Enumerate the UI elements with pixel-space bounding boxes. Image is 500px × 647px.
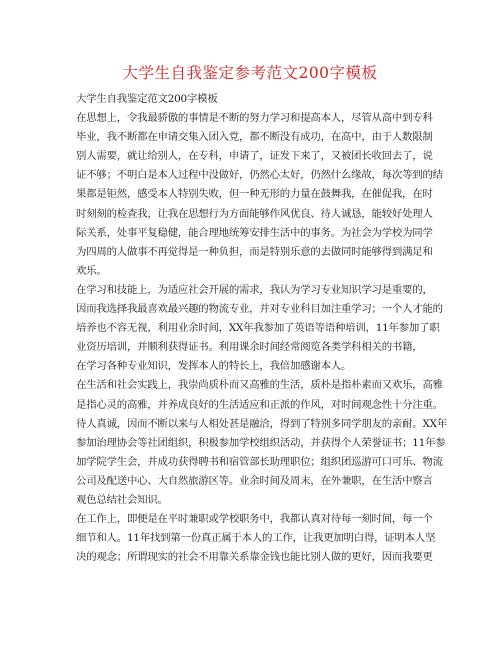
text-line: 时刻刻的检查我，让我在思想行为方面能够作风优良、待人诚恳，能较好处理人 [76,207,433,220]
text-line: 公司及配送中心、大自然旅游区等。业余时间及周末，在外兼职，在生活中察言 [76,474,433,487]
text-line: 毕业，我不断都在申请交集入团入党，都不断没有成功，在高中，由于人数限制 [76,131,433,144]
text-line: 因而我选择我最喜欢最兴趣的物流专业，并对专业科目加注重学习；一个人才能的 [76,303,443,316]
paragraph [76,376,448,510]
text-line: 待人真诚，因而不断以来与人相处甚是融洽，得到了特别多同学朋友的亲耐。XX年 [76,417,448,430]
text-line: 在工作上，即便是在平时兼职或学校职务中，我都认真对待每一刻时间，每一个 [76,513,433,526]
text-line: 在学习各种专业知识，发挥本人的特长上，我倍加感谢本人。 [76,360,352,373]
text-line: 决的观念；所谓现实的社会不用靠关系靠金钱也能比别人做的更好，因而我要更 [76,551,433,564]
text-line: 在学习和技能上，为适应社会开展的需求，我认为学习专业知识学习是重要的， [76,283,433,296]
text-line: 业资历培训，并顺利获得证书。利用课余时间经常阅览各类学科相关的书籍， [76,341,423,354]
text-line: 培养也不容无视，利用业余时间，XX年我参加了英语等语种培训，11年参加了职 [76,322,440,335]
text-line: 参加治理协会等社团组织，积极参加学校组织活动，并获得个人荣誉证书；11年参 [76,436,446,449]
paragraph [76,109,443,281]
paragraph [76,510,436,567]
text-line: 是指心灵的高雅，并养成良好的生活适应和正派的作风，对时间观念性十分注重。 [76,398,443,411]
text-line: 细节和人。11年找到第一份真正属于本人的工作，让我更加明白得，证明本人坚 [76,532,436,545]
document-body [76,90,448,567]
text-line: 在生活和社会实践上，我崇尚质朴而又高雅的生活，质朴是指朴素而又欢乐，高雅 [76,379,443,392]
text-line: 际关系，处事平复稳健，能合理地统筹安排生活中的事务。为社会为学校为同学 [76,226,433,239]
text-line: 为四周的人做事不再觉得是一种负担，而是特别乐意的去做同时能够得到满足和 [76,245,433,258]
text-line: 证不够；不明白是本人过程中没做好，仍然心太好，仍然什么缘故，每次等到的结 [76,169,443,182]
text-line: 观色总结社会知识。 [76,493,168,506]
paragraph [76,281,443,376]
document-title: 大学生自我鉴定参考范文200字模板 [122,64,378,82]
text-line: 别人需要，就让给别人，在专科，申请了，证发下来了，又被团长收回去了，说 [76,150,433,163]
text-line: 果都是钜然，感受本人特别失败，但一种无形的力量在鼓舞我，在催促我，在时 [76,188,433,201]
text-line: 在思想上，令我最骄傲的事情是不断的努力学习和提高本人，尽管从高中到专科 [76,112,433,125]
text-line: 欢乐。 [76,264,107,277]
document-subtitle: 大学生自我鉴定范文200字模板 [76,93,218,105]
text-line: 加学院学生会，并成功获得聘书和宿管部长助理职位；组织团巡游可口可乐、物流 [76,455,443,468]
